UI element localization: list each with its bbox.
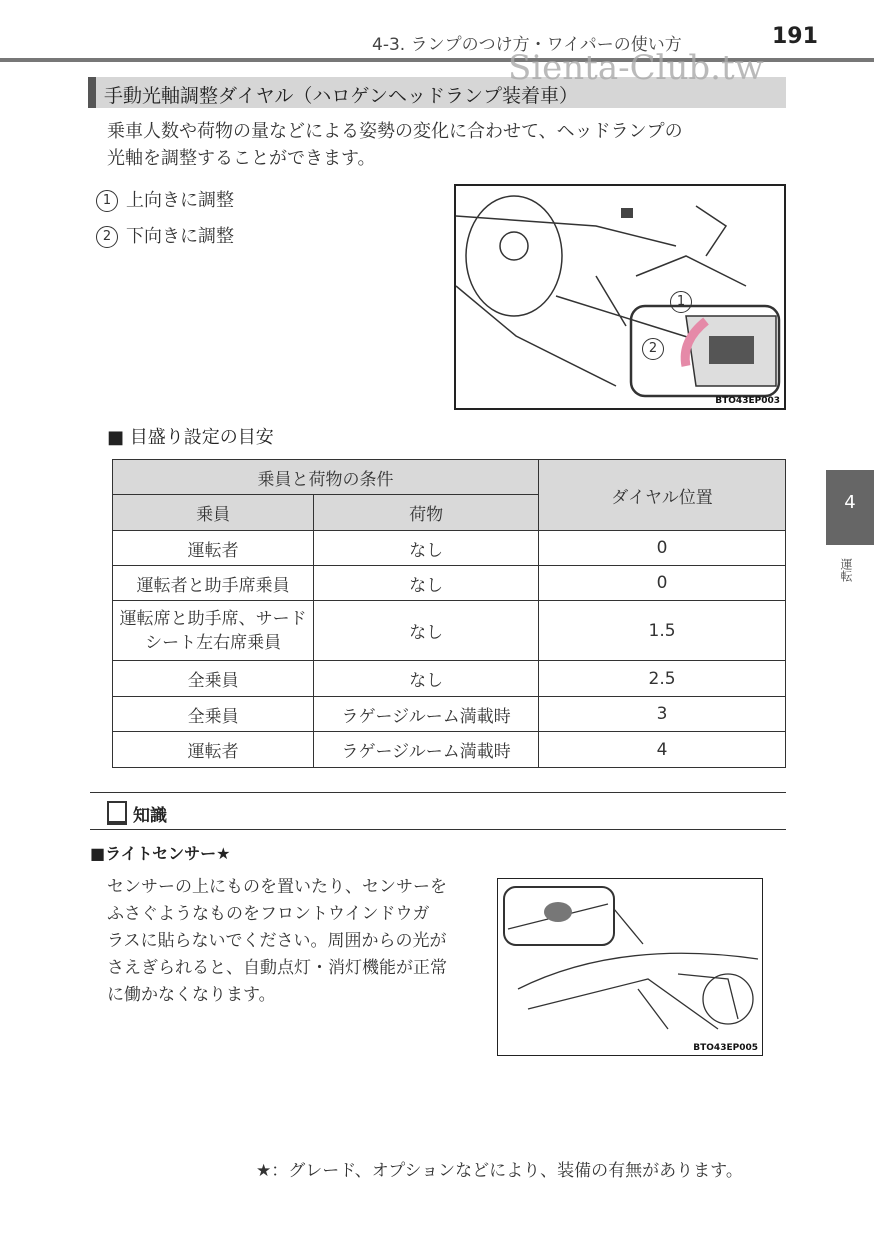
- table-row: [113, 531, 786, 566]
- light-sensor-heading: ■ライトセンサー★: [90, 844, 231, 863]
- cell-luggage: なし: [314, 531, 539, 566]
- dial-illustration: [454, 184, 786, 410]
- occupants-header: 乗員: [113, 495, 314, 531]
- cell-occupants: 全乗員: [113, 661, 314, 697]
- table-row: [113, 732, 786, 768]
- cell-occupants: 全乗員: [113, 697, 314, 732]
- cell-dial: 3: [539, 697, 786, 732]
- intro-text: [107, 118, 683, 172]
- step-number: 2: [96, 226, 118, 248]
- chapter-label: 運転: [839, 558, 853, 582]
- cell-dial: 0: [539, 531, 786, 566]
- step-label: 上向きに調整: [126, 190, 234, 211]
- cell-dial: 2.5: [539, 661, 786, 697]
- figure-id: BTO43EP003: [715, 396, 780, 406]
- light-sensor-text: [107, 874, 447, 1009]
- step-item: [96, 219, 234, 255]
- body-line: さえぎられると、自動点灯・消灯機能が正常: [107, 958, 447, 978]
- knowledge-label: 知識: [133, 806, 167, 826]
- cell-dial: 0: [539, 566, 786, 601]
- chapter-tab[interactable]: 4: [826, 470, 874, 545]
- table-row: [113, 697, 786, 732]
- callout-up: 1: [670, 291, 692, 313]
- cell-dial: 1.5: [539, 601, 786, 661]
- callout-down: 2: [642, 338, 664, 360]
- table-row: [113, 566, 786, 601]
- cell-occupants: 運転者と助手席乗員: [113, 566, 314, 601]
- body-line: センサーの上にものを置いたり、センサーを: [107, 877, 447, 897]
- book-icon: [107, 801, 127, 825]
- cell-occupants: 運転者: [113, 531, 314, 566]
- footnote: ★：グレード、オプションなどにより、装備の有無があります。: [256, 1161, 743, 1181]
- knowledge-heading: [107, 801, 167, 826]
- cell-luggage: ラゲージルーム満載時: [314, 697, 539, 732]
- intro-line: 乗車人数や荷物の量などによる姿勢の変化に合わせて、ヘッドランプの: [107, 121, 683, 142]
- step-label: 下向きに調整: [126, 226, 234, 247]
- step-number: 1: [96, 190, 118, 212]
- divider: [90, 792, 786, 793]
- body-line: ふさぐようなものをフロントウインドウガ: [107, 904, 430, 924]
- cell-luggage: ラゲージルーム満載時: [314, 732, 539, 768]
- cell-luggage: なし: [314, 566, 539, 601]
- cell-occupants: 運転席と助手席、サードシート左右席乗員: [113, 601, 314, 661]
- intro-line: 光軸を調整することができます。: [107, 148, 376, 169]
- dashboard-sensor-drawing: [498, 879, 762, 1055]
- group-header: 乗員と荷物の条件: [113, 460, 539, 495]
- table-row: [113, 661, 786, 697]
- body-line: に働かなくなります。: [107, 985, 276, 1005]
- table-row: [113, 601, 786, 661]
- table-heading: ■ 目盛り設定の目安: [107, 427, 274, 448]
- step-list: [96, 183, 234, 255]
- cell-luggage: なし: [314, 601, 539, 661]
- cell-dial: 4: [539, 732, 786, 768]
- step-item: [96, 183, 234, 219]
- sensor-illustration: [497, 878, 763, 1056]
- body-line: ラスに貼らないでください。周囲からの光が: [107, 931, 447, 951]
- divider: [90, 829, 786, 830]
- cell-luggage: なし: [314, 661, 539, 697]
- section-header: 4-3. ランプのつけ方・ワイパーの使い方: [372, 35, 682, 55]
- luggage-header: 荷物: [314, 495, 539, 531]
- page-number: 191: [772, 24, 818, 49]
- watermark: Sienta-Club.tw: [508, 48, 764, 88]
- dial-setting-table: [112, 459, 786, 768]
- section-title: 手動光軸調整ダイヤル（ハロゲンヘッドランプ装着車）: [88, 77, 786, 108]
- dashboard-drawing: [456, 186, 784, 408]
- figure-id: BTO43EP005: [693, 1043, 758, 1053]
- cell-occupants: 運転者: [113, 732, 314, 768]
- dial-header: ダイヤル位置: [539, 460, 786, 531]
